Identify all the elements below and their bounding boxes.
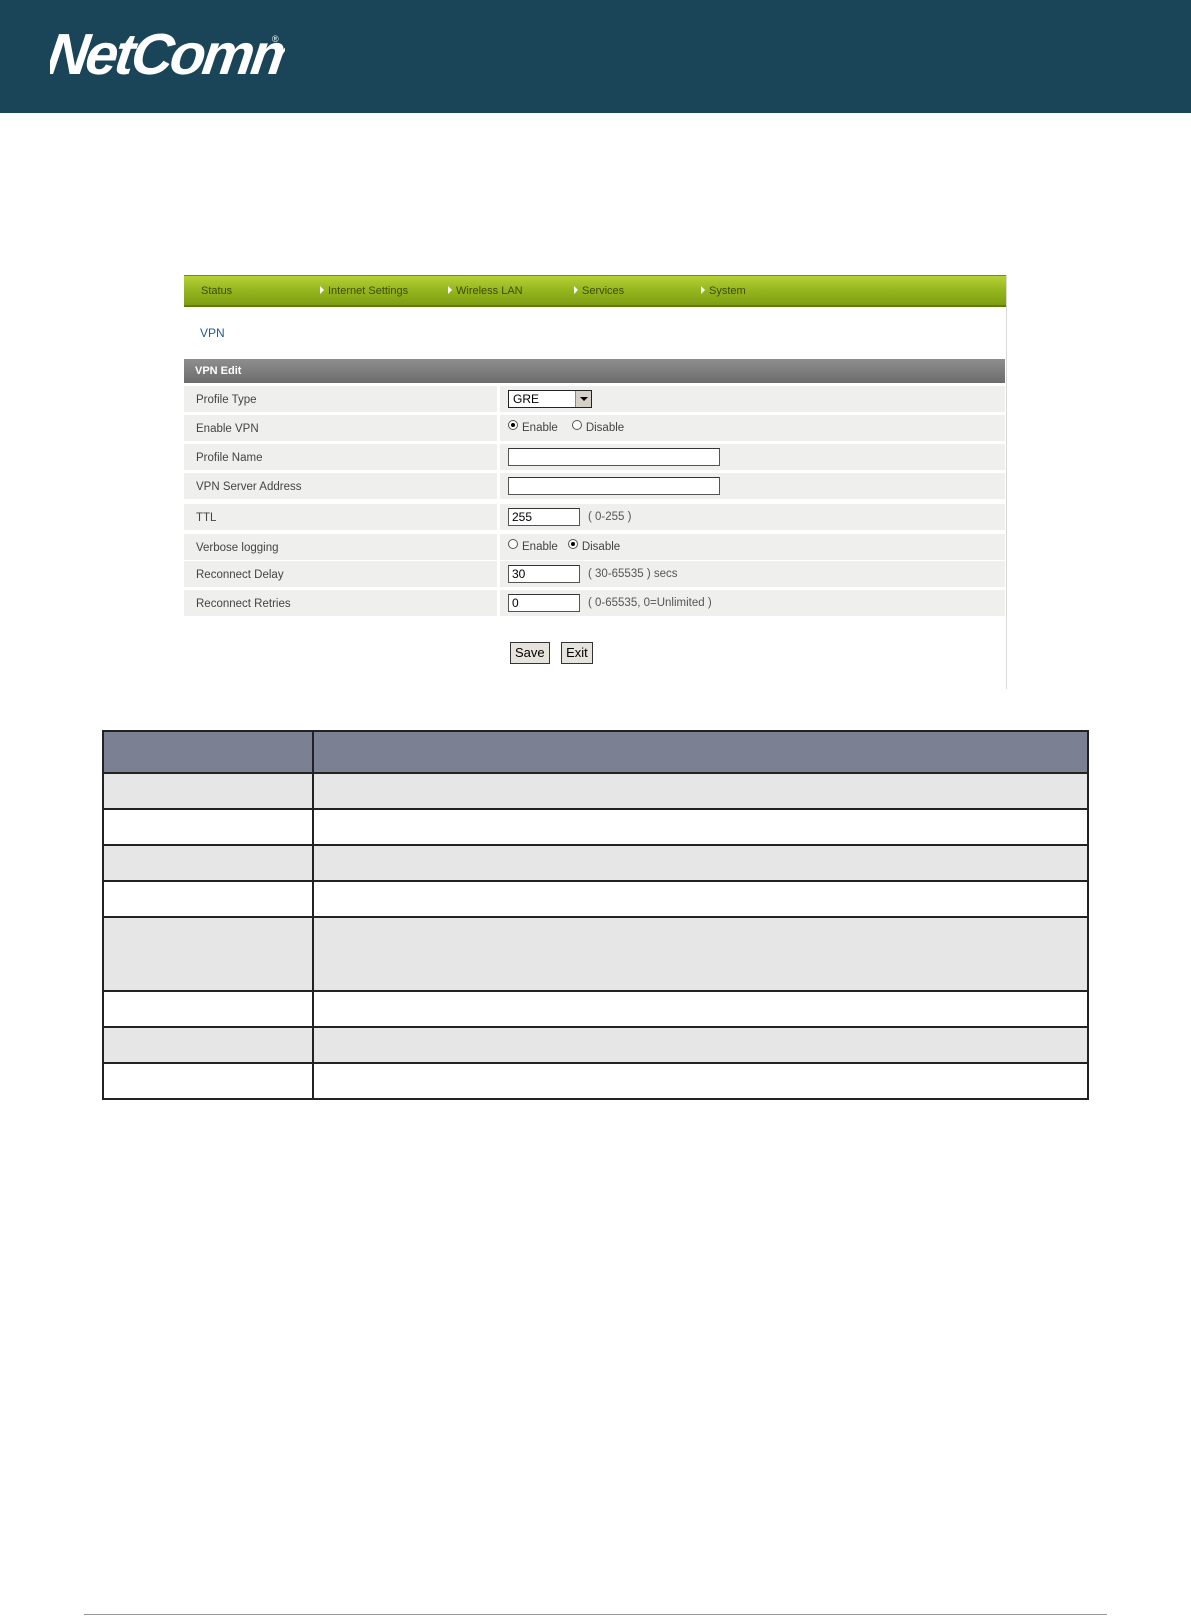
reconnect-delay-input[interactable] (508, 565, 580, 583)
table-row (103, 1063, 1088, 1099)
enable-vpn-enable-radio[interactable] (508, 420, 518, 430)
nav-item-services[interactable]: Services (574, 285, 624, 297)
verbose-logging-enable-radio[interactable] (508, 539, 518, 549)
svg-text:NetComm: NetComm (50, 22, 285, 78)
form-row-profile-type (184, 386, 1005, 412)
enable-vpn-enable-text: Enable (522, 422, 558, 434)
nav-item-system[interactable]: System (701, 285, 746, 297)
save-button[interactable]: Save (510, 642, 550, 664)
table-header-cell (313, 731, 1088, 773)
profile-name-label: Profile Name (196, 452, 263, 464)
reconnect-retries-input[interactable] (508, 594, 580, 612)
arrow-icon (701, 286, 705, 294)
table-row (103, 809, 1088, 845)
form-row-reconnect-retries (184, 590, 1005, 616)
verbose-logging-disable-radio[interactable] (568, 539, 578, 549)
reconnect-retries-label: Reconnect Retries (196, 598, 291, 610)
enable-vpn-label: Enable VPN (196, 423, 259, 435)
section-header: VPN Edit (184, 359, 1005, 383)
breadcrumb: VPN (200, 326, 225, 340)
profile-type-label: Profile Type (196, 394, 257, 406)
nav-item-wireless-lan[interactable]: Wireless LAN (448, 285, 523, 297)
ttl-input[interactable] (508, 508, 580, 526)
table-row (103, 773, 1088, 809)
table-header-cell (103, 731, 313, 773)
nav-item-status[interactable]: Status (201, 285, 233, 297)
svg-text:®: ® (272, 34, 279, 44)
verbose-logging-label: Verbose logging (196, 542, 279, 554)
footer-divider (84, 1614, 1107, 1615)
field-description-table (102, 730, 1089, 1100)
ttl-label: TTL (196, 512, 217, 524)
form-row-server-address (184, 473, 1005, 499)
ttl-hint: ( 0-255 ) (588, 511, 632, 523)
verbose-logging-disable-text: Disable (581, 541, 621, 553)
main-nav-bar (184, 275, 1006, 307)
form-row-profile-name (184, 444, 1005, 470)
chevron-down-icon[interactable] (575, 391, 591, 407)
table-header-row (103, 731, 1088, 773)
nav-item-internet-settings[interactable]: Internet Settings (320, 285, 408, 297)
reconnect-retries-hint: ( 0-65535, 0=Unlimited ) (588, 597, 712, 609)
table-row (103, 845, 1088, 881)
form-row-ttl (184, 504, 1005, 530)
enable-vpn-disable-text: Disable (585, 422, 625, 434)
form-row-verbose-logging (184, 534, 1005, 560)
form-row-enable-vpn (184, 415, 1005, 441)
arrow-icon (320, 286, 324, 294)
top-banner (0, 0, 1191, 113)
table-row (103, 881, 1088, 917)
enable-vpn-disable-radio[interactable] (572, 420, 582, 430)
server-address-label: VPN Server Address (196, 481, 302, 493)
arrow-icon (574, 286, 578, 294)
reconnect-delay-hint: ( 30-65535 ) secs (588, 568, 678, 580)
exit-button[interactable]: Exit (561, 642, 593, 664)
reconnect-delay-label: Reconnect Delay (196, 569, 284, 581)
router-settings-panel (184, 275, 1007, 689)
table-row (103, 991, 1088, 1027)
form-row-reconnect-delay (184, 561, 1005, 587)
table-row (103, 917, 1088, 991)
form-buttons (510, 642, 600, 664)
profile-name-input[interactable] (508, 448, 720, 466)
arrow-icon (448, 286, 452, 294)
profile-type-select[interactable]: GRE (508, 390, 592, 408)
verbose-logging-enable-text: Enable (522, 541, 558, 553)
server-address-input[interactable] (508, 477, 720, 495)
netcomm-logo (50, 22, 285, 83)
table-row (103, 1027, 1088, 1063)
